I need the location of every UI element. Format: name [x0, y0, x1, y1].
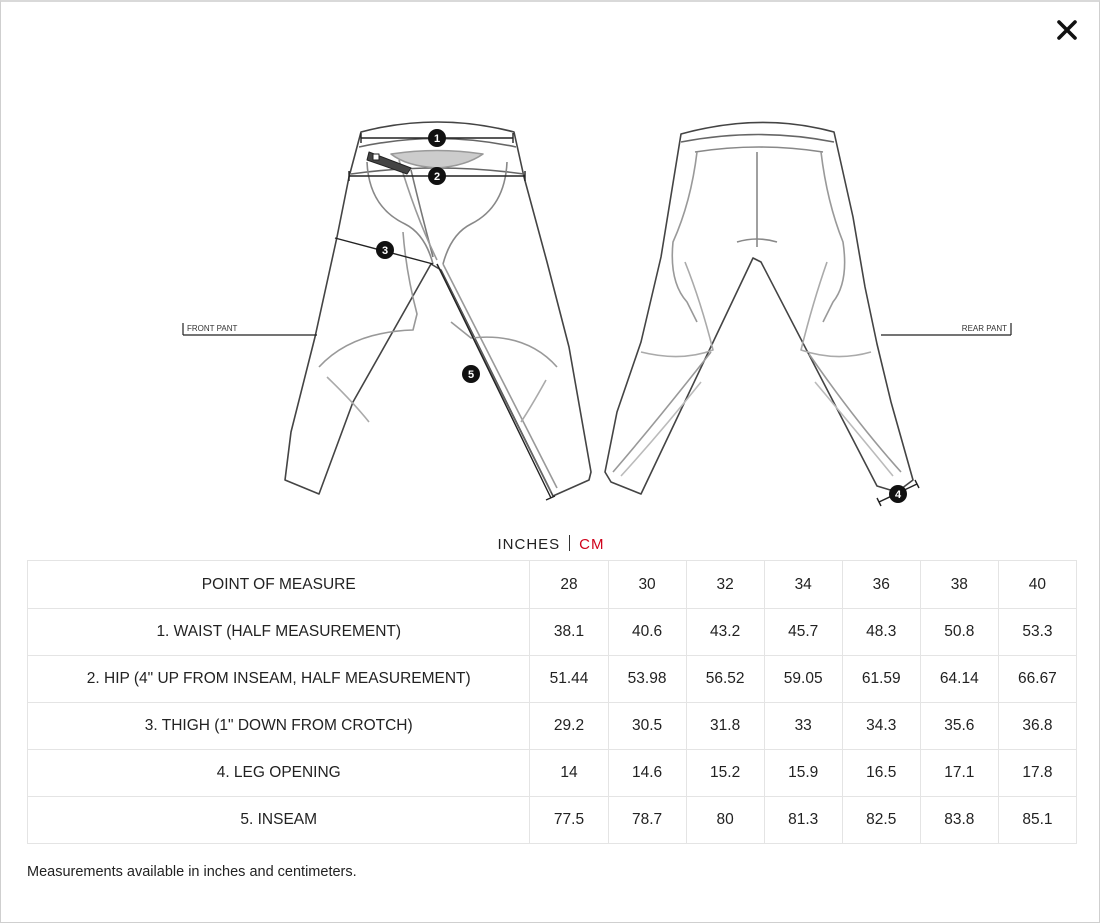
measure-value: 51.44 — [530, 656, 608, 703]
table-header-row — [28, 561, 1077, 609]
table-row — [28, 797, 1077, 844]
close-button[interactable] — [1053, 16, 1081, 44]
svg-text:3: 3 — [381, 245, 389, 257]
table-row — [28, 656, 1077, 703]
measure-value: 50.8 — [920, 609, 998, 656]
measure-value: 82.5 — [842, 797, 920, 844]
rear-pant-label: REAR PANT — [961, 324, 1007, 333]
size-header: 38 — [920, 561, 998, 609]
measure-label: 5. INSEAM — [28, 797, 530, 844]
measure-value: 34.3 — [842, 703, 920, 750]
svg-text:2: 2 — [433, 171, 441, 183]
table-row — [28, 703, 1077, 750]
measure-value: 78.7 — [608, 797, 686, 844]
measure-label: 1. WAIST (HALF MEASUREMENT) — [28, 609, 530, 656]
measurement-footnote: Measurements available in inches and centimeters. — [27, 864, 357, 880]
measure-value: 45.7 — [764, 609, 842, 656]
measure-value: 59.05 — [764, 656, 842, 703]
measure-value: 31.8 — [686, 703, 764, 750]
measure-value: 17.1 — [920, 750, 998, 797]
pants-measurement-diagram — [171, 107, 1031, 517]
svg-text:5: 5 — [467, 369, 475, 381]
size-header: 34 — [764, 561, 842, 609]
measure-value: 83.8 — [920, 797, 998, 844]
measure-value: 64.14 — [920, 656, 998, 703]
measure-value: 15.9 — [764, 750, 842, 797]
measure-value: 35.6 — [920, 703, 998, 750]
unit-toggle — [1, 535, 1100, 553]
measure-column-header: POINT OF MEASURE — [28, 561, 530, 609]
size-header: 28 — [530, 561, 608, 609]
size-chart-table — [27, 560, 1077, 844]
svg-text:1: 1 — [433, 133, 441, 145]
measure-value: 61.59 — [842, 656, 920, 703]
measure-value: 56.52 — [686, 656, 764, 703]
measure-value: 80 — [686, 797, 764, 844]
measure-value: 85.1 — [998, 797, 1076, 844]
measure-value: 14 — [530, 750, 608, 797]
size-header: 40 — [998, 561, 1076, 609]
measure-value: 16.5 — [842, 750, 920, 797]
measure-value: 33 — [764, 703, 842, 750]
unit-separator — [569, 535, 570, 551]
svg-text:4: 4 — [894, 489, 902, 501]
measure-value: 77.5 — [530, 797, 608, 844]
unit-inches-toggle[interactable]: INCHES — [497, 536, 561, 553]
table-row — [28, 609, 1077, 656]
measure-label: 2. HIP (4" UP FROM INSEAM, HALF MEASUREMENT) — [28, 656, 530, 703]
size-header: 32 — [686, 561, 764, 609]
measure-value: 15.2 — [686, 750, 764, 797]
measure-value: 29.2 — [530, 703, 608, 750]
front-pant-label: FRONT PANT — [187, 324, 238, 333]
table-row — [28, 750, 1077, 797]
measure-value: 30.5 — [608, 703, 686, 750]
measure-value: 14.6 — [608, 750, 686, 797]
measure-label: 3. THIGH (1" DOWN FROM CROTCH) — [28, 703, 530, 750]
size-header: 30 — [608, 561, 686, 609]
measure-value: 53.3 — [998, 609, 1076, 656]
measure-value: 48.3 — [842, 609, 920, 656]
measure-value: 38.1 — [530, 609, 608, 656]
close-icon — [1056, 19, 1078, 41]
unit-cm-toggle[interactable]: CM — [579, 536, 605, 553]
measure-value: 36.8 — [998, 703, 1076, 750]
measure-value: 43.2 — [686, 609, 764, 656]
measure-label: 4. LEG OPENING — [28, 750, 530, 797]
measure-value: 17.8 — [998, 750, 1076, 797]
size-header: 36 — [842, 561, 920, 609]
measure-value: 53.98 — [608, 656, 686, 703]
measure-value: 40.6 — [608, 609, 686, 656]
measure-value: 66.67 — [998, 656, 1076, 703]
measure-value: 81.3 — [764, 797, 842, 844]
